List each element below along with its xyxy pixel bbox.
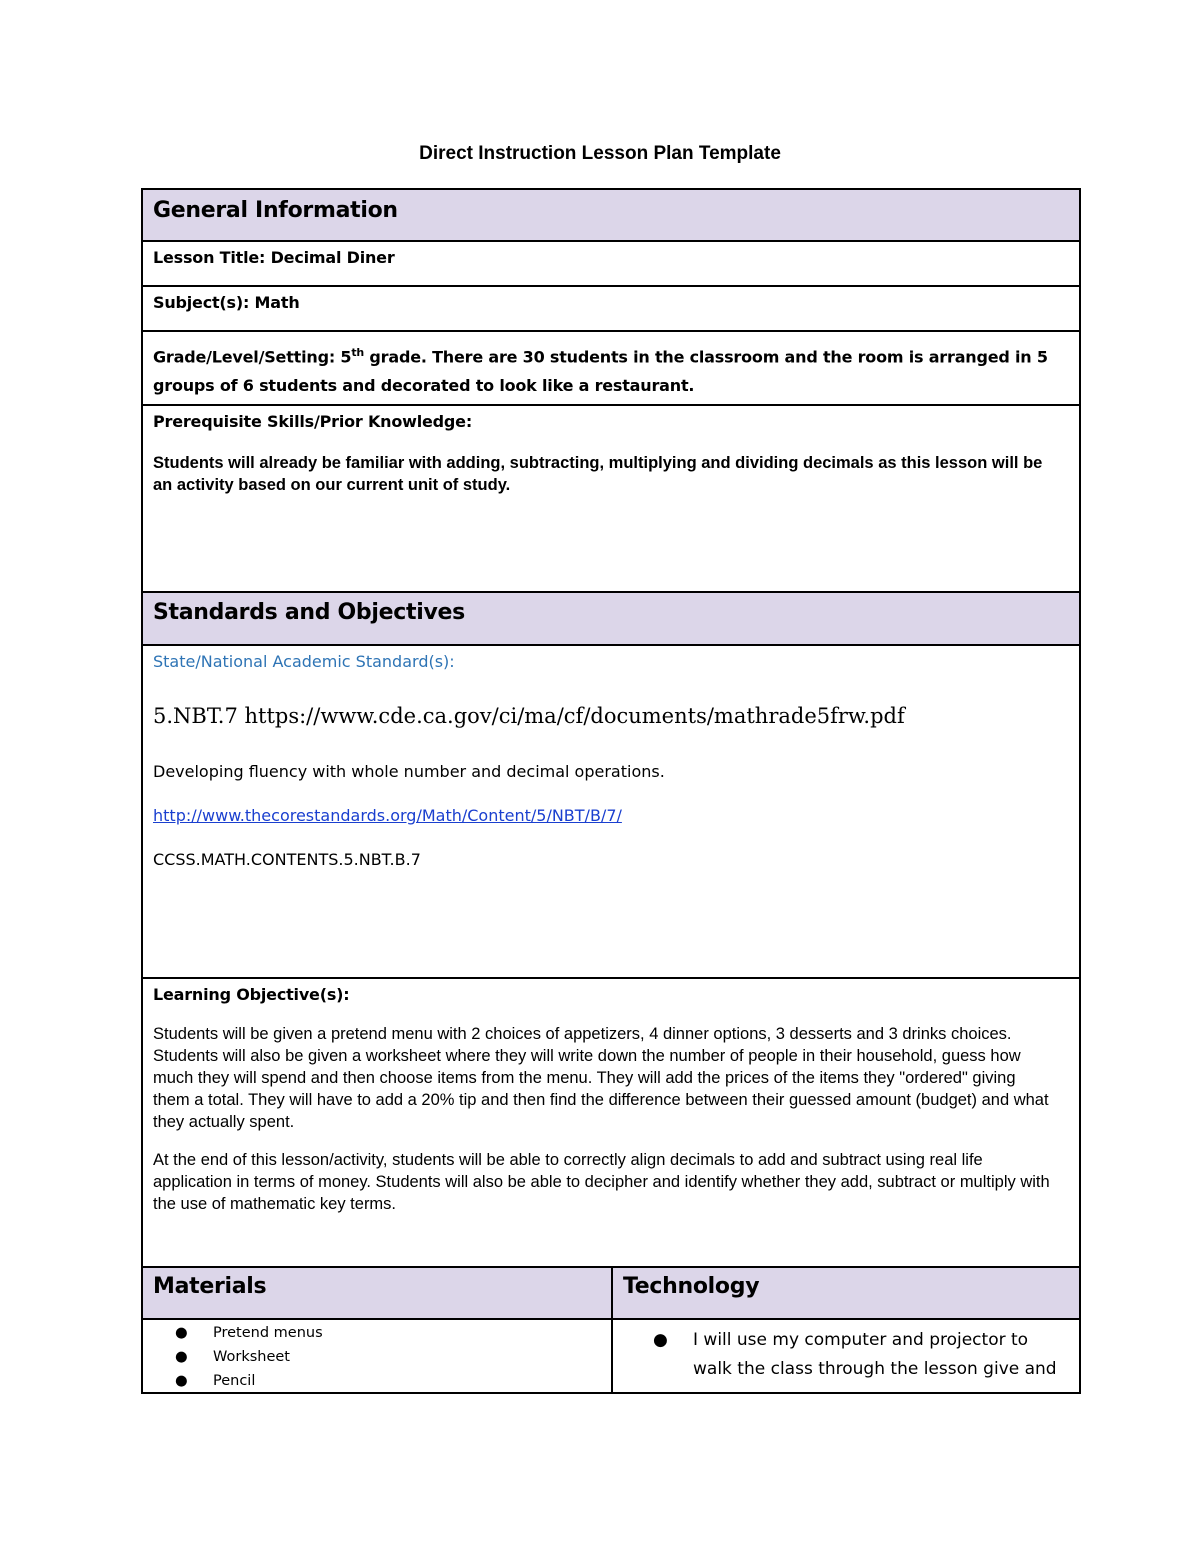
grade-superscript: th <box>351 346 365 359</box>
technology-content <box>611 1318 1081 1394</box>
subjects: Subject(s): Math <box>153 293 300 312</box>
lesson-title: Lesson Title: Decimal Diner <box>153 248 395 267</box>
materials-heading: Materials <box>153 1274 267 1299</box>
learning-objectives-row <box>141 977 1081 1268</box>
standards-content <box>141 644 1081 979</box>
materials-content <box>141 1318 613 1394</box>
standard-link[interactable]: http://www.thecorestandards.org/Math/Content/5/NBT/B/7/ <box>153 806 622 825</box>
prerequisite-text: Students will already be familiar with adding, subtracting, multiplying and dividing decimals as this lesson will be an activity based on our current unit of study. <box>153 454 1043 494</box>
bullet-icon: ● <box>175 1325 188 1341</box>
list-item: ● Worksheet <box>143 1345 323 1369</box>
standard-description: Developing fluency with whole number and decimal operations. <box>153 762 665 781</box>
grade-level-setting <box>153 338 1069 400</box>
standards-heading: Standards and Objectives <box>153 600 465 625</box>
bullet-icon: ● <box>175 1373 188 1389</box>
learning-objectives-label: Learning Objective(s): <box>153 985 350 1004</box>
learning-objectives-paragraph-2: At the end of this lesson/activity, students will be able to correctly align decimals to add and subtract using real life application in terms of money. Students will also be able to decipher and identify whether they add, subtract or multiply with the use of mathematic key terms. <box>153 1151 1050 1213</box>
list-item: ● Pretend menus <box>143 1321 323 1345</box>
prerequisite-row <box>141 404 1081 593</box>
subjects-row <box>141 285 1081 332</box>
standard-label: State/National Academic Standard(s): <box>153 652 455 671</box>
technology-item-line-1: I will use my computer and projector to <box>693 1330 1029 1350</box>
technology-header <box>611 1266 1081 1320</box>
learning-objectives-paragraph-1: Students will be given a pretend menu with 2 choices of appetizers, 4 dinner options, 3 desserts and 3 drinks choices. Students will also be given a worksheet where they will write down the number of people in their household, guess how much they will spend and then choose items from the menu. They will add the prices of the items they "ordered" giving them a total. They will have to add a 20% tip and then find the difference between their guessed amount (budget) and what they actually spent. <box>153 1025 1049 1131</box>
general-information-heading: General Information <box>153 198 398 223</box>
prerequisite-label: Prerequisite Skills/Prior Knowledge: <box>153 412 473 431</box>
bullet-icon: ● <box>175 1349 188 1365</box>
document-title: Direct Instruction Lesson Plan Template <box>419 143 781 164</box>
technology-heading: Technology <box>623 1274 760 1299</box>
materials-list <box>143 1321 323 1393</box>
bullet-icon: ● <box>653 1330 668 1350</box>
technology-item-line-2: walk the class through the lesson give and <box>693 1359 1057 1379</box>
general-information-header <box>141 188 1081 242</box>
grade-line1-rest: grade. There are 30 students in the classroom and the room is arranged in 5 <box>364 347 1048 367</box>
ccss-code: CCSS.MATH.CONTENTS.5.NBT.B.7 <box>153 850 421 869</box>
grade-line2: groups of 6 students and decorated to look like a restaurant. <box>153 376 695 396</box>
standard-reference: 5.NBT.7 https://www.cde.ca.gov/ci/ma/cf/documents/mathrade5frw.pdf <box>153 704 905 728</box>
standards-header <box>141 591 1081 646</box>
list-item: ● Pencil <box>143 1369 323 1393</box>
grade-level-setting-row <box>141 330 1081 406</box>
grade-prefix: Grade/Level/Setting: 5 <box>153 347 352 367</box>
technology-list <box>613 1326 1079 1384</box>
materials-header <box>141 1266 613 1320</box>
lesson-title-row <box>141 240 1081 287</box>
list-item <box>613 1326 1079 1384</box>
